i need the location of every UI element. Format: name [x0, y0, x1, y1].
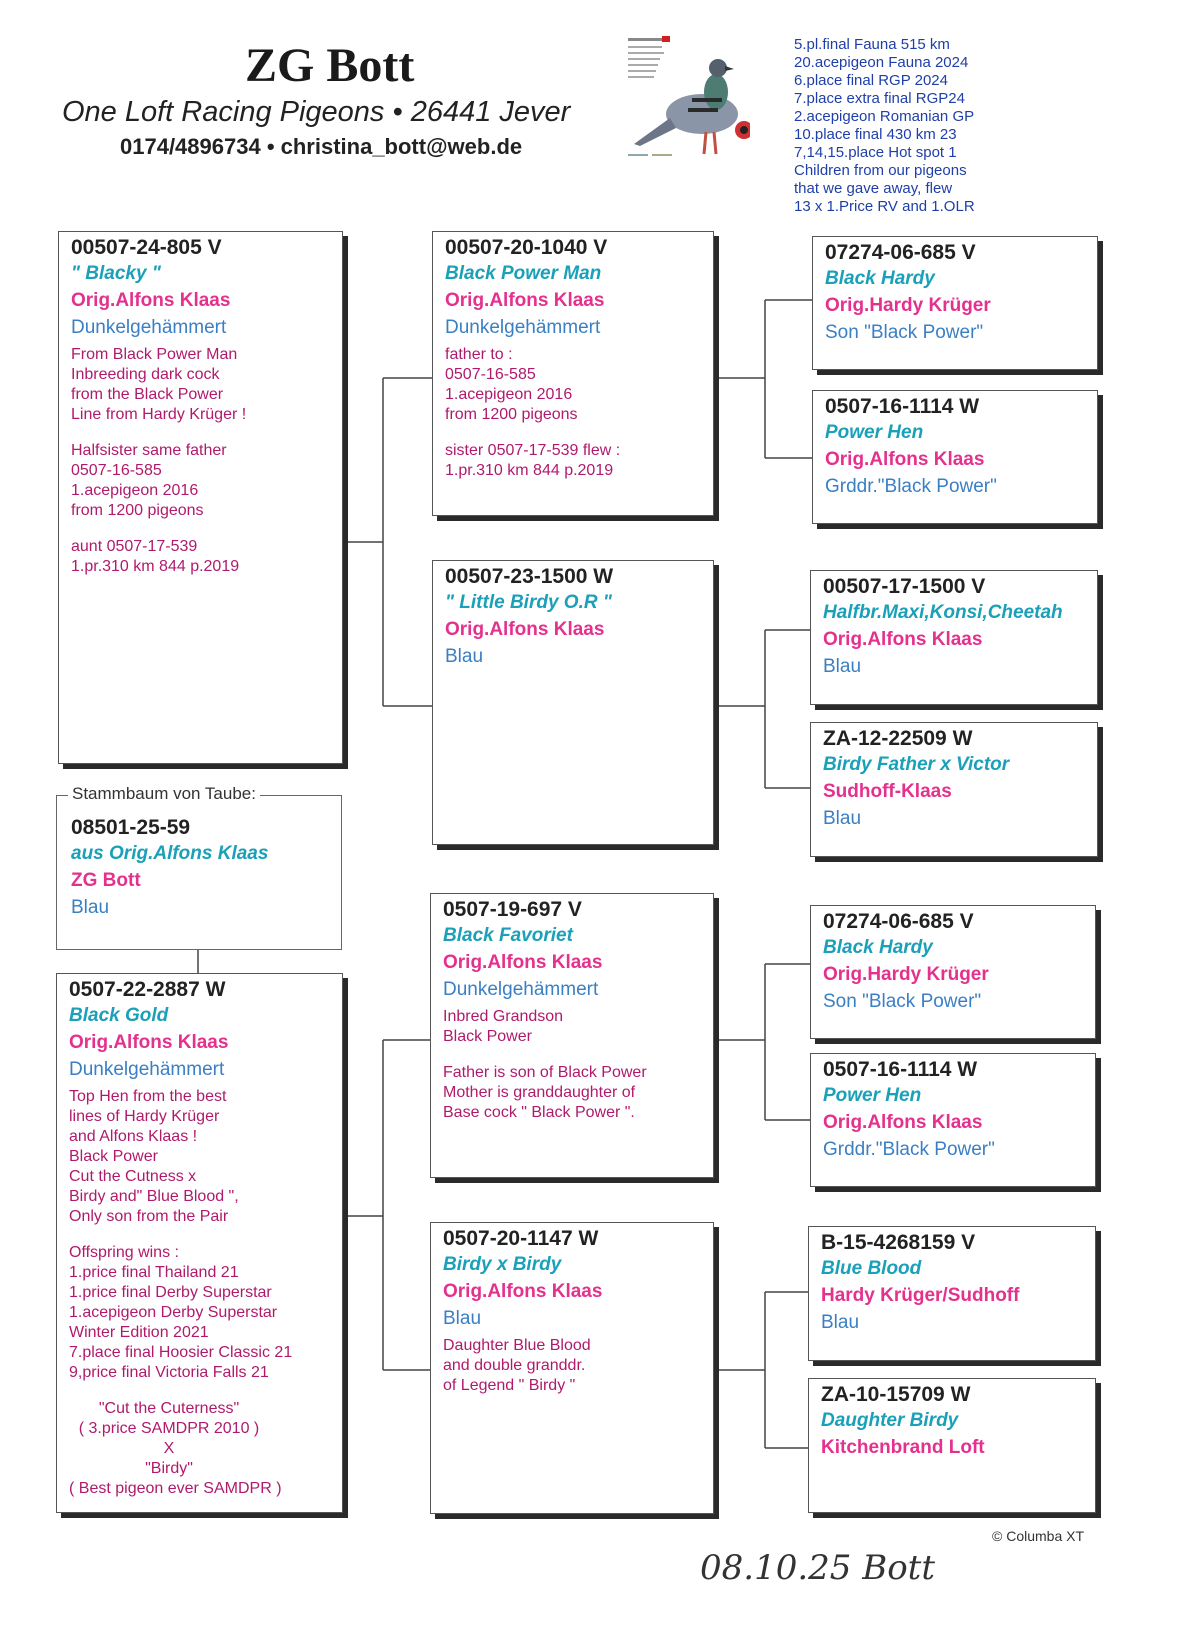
- pigeon-name: Black Hardy: [825, 268, 935, 289]
- colour: Blau: [71, 897, 110, 918]
- breeder: Orig.Alfons Klaas: [823, 1112, 983, 1133]
- pigeon-name: Birdy Father x Victor: [823, 754, 1010, 775]
- ring-number: ZA-12-22509 W: [823, 727, 973, 750]
- notes: Father is son of Black Power Mother is granddaughter of Base cock " Black Power ".: [443, 1064, 647, 1121]
- great-grandparent-card-mfm: [810, 1053, 1096, 1187]
- win-item: that we gave away, flew: [794, 180, 953, 197]
- colour: Son "Black Power": [823, 991, 982, 1012]
- notes: Halfsister same father 0507-16-585 1.acepigeon 2016 from 1200 pigeons: [71, 442, 227, 519]
- ring-number: 07274-06-685 V: [825, 241, 976, 264]
- wins-list: [794, 36, 975, 216]
- breeder: Orig.Alfons Klaas: [71, 290, 231, 311]
- colour: Blau: [823, 808, 862, 829]
- notes: father to : 0507-16-585 1.acepigeon 2016 from 1200 pigeons: [445, 346, 578, 423]
- colour: Grddr."Black Power": [825, 476, 997, 497]
- great-grandparent-card-fmf: [810, 570, 1098, 705]
- pigeon-name: " Blacky ": [71, 263, 161, 284]
- ring-number: B-15-4268159 V: [821, 1231, 976, 1254]
- notes: Top Hen from the best lines of Hardy Krüger and Alfons Klaas ! Black Power Cut the Cutness x Birdy and" Blue Blood ", Only son from the Pair: [69, 1088, 239, 1225]
- great-grandparent-card-mmm: [808, 1378, 1096, 1513]
- pigeon-name: Black Gold: [69, 1005, 169, 1026]
- breeder: ZG Bott: [71, 870, 141, 891]
- mother-card: [56, 973, 343, 1513]
- ring-number: 0507-22-2887 W: [69, 978, 226, 1001]
- ring-number: 00507-17-1500 V: [823, 575, 986, 598]
- page-subtitle: One Loft Racing Pigeons • 26441 Jever: [62, 96, 571, 128]
- win-item: Children from our pigeons: [794, 162, 967, 179]
- breeder: Orig.Alfons Klaas: [825, 449, 985, 470]
- pigeon-name: Black Power Man: [445, 263, 602, 284]
- pigeon-name: Black Hardy: [823, 937, 933, 958]
- pigeon-name: aus Orig.Alfons Klaas: [71, 843, 269, 864]
- colour: Dunkelgehämmert: [443, 979, 599, 1000]
- notes: From Black Power Man Inbreeding dark cock from the Black Power Line from Hardy Krüger !: [71, 346, 247, 423]
- pigeon-name: Blue Blood: [821, 1258, 922, 1279]
- page-title: ZG Bott: [245, 39, 415, 92]
- colour: Blau: [821, 1312, 860, 1333]
- main-pigeon-box: [56, 795, 342, 950]
- colour: Son "Black Power": [825, 322, 984, 343]
- notes: Offspring wins : 1.price final Thailand 21 1.price final Derby Superstar 1.acepigeon Derby Superstar Winter Edition 2021 7.place final Hoosier Classic 21 9,price final Victoria Falls 21: [69, 1244, 293, 1381]
- contact-line: 0174/4896734 • christina_bott@web.de: [120, 134, 523, 159]
- notes: Inbred Grandson Black Power: [443, 1008, 564, 1045]
- colour: Dunkelgehämmert: [445, 317, 601, 338]
- great-grandparent-card-mff: [810, 905, 1096, 1039]
- father-card: [58, 231, 343, 764]
- pigeon-photo-icon: [620, 34, 750, 164]
- handwritten-signature: 08.10.25 Bott: [700, 1548, 935, 1588]
- great-grandparent-card-fff: [812, 236, 1098, 370]
- ring-number: 0507-19-697 V: [443, 898, 582, 921]
- colour: Grddr."Black Power": [823, 1139, 995, 1160]
- colour: Dunkelgehämmert: [71, 317, 227, 338]
- breeder: Sudhoff-Klaas: [823, 781, 952, 802]
- notes: aunt 0507-17-539 1.pr.310 km 844 p.2019: [71, 538, 240, 575]
- breeder: Orig.Hardy Krüger: [823, 964, 989, 985]
- ring-number: 0507-16-1114 W: [825, 395, 980, 418]
- pigeon-name: Halfbr.Maxi,Konsi,Cheetah: [823, 602, 1063, 623]
- grandparent-card-mf: [430, 893, 714, 1178]
- great-grandparent-card-ffm: [812, 390, 1098, 524]
- great-grandparent-card-fmm: [810, 722, 1098, 857]
- breeder: Orig.Alfons Klaas: [445, 619, 605, 640]
- ring-number: 00507-24-805 V: [71, 236, 222, 259]
- pedigree-label: Stammbaum von Taube:: [68, 784, 260, 804]
- ring-number: 00507-23-1500 W: [445, 565, 614, 588]
- copyright: © Columba XT: [992, 1528, 1085, 1544]
- grandparent-card-ff: [432, 231, 714, 516]
- pigeon-name: Daughter Birdy: [821, 1410, 959, 1431]
- notes: "Cut the Cuterness" ( 3.price SAMDPR 2010 ) X "Birdy" ( Best pigeon ever SAMDPR ): [69, 1400, 282, 1497]
- great-grandparent-card-mmf: [808, 1226, 1096, 1361]
- grandparent-card-fm: [432, 560, 714, 845]
- pigeon-name: " Little Birdy O.R ": [445, 592, 612, 613]
- ring-number: 07274-06-685 V: [823, 910, 974, 933]
- breeder: Orig.Alfons Klaas: [823, 629, 983, 650]
- pigeon-name: Black Favoriet: [443, 925, 573, 946]
- ring-number: 0507-20-1147 W: [443, 1227, 599, 1250]
- win-item: 10.place final 430 km 23: [794, 126, 957, 143]
- breeder: Orig.Alfons Klaas: [445, 290, 605, 311]
- win-item: 2.acepigeon Romanian GP: [794, 108, 975, 125]
- pigeon-name: Power Hen: [823, 1085, 922, 1106]
- pigeon-name: Birdy x Birdy: [443, 1254, 562, 1275]
- win-item: 13 x 1.Price RV and 1.OLR: [794, 198, 975, 215]
- breeder: Orig.Alfons Klaas: [443, 1281, 603, 1302]
- breeder: Orig.Alfons Klaas: [443, 952, 603, 973]
- ring-number: 00507-20-1040 V: [445, 236, 608, 259]
- win-item: 7.place extra final RGP24: [794, 90, 965, 107]
- win-item: 5.pl.final Fauna 515 km: [794, 36, 950, 53]
- colour: Blau: [823, 656, 862, 677]
- notes: Daughter Blue Blood and double granddr. of Legend " Birdy ": [443, 1337, 591, 1394]
- notes: sister 0507-17-539 flew : 1.pr.310 km 844 p.2019: [445, 442, 621, 479]
- breeder: Orig.Hardy Krüger: [825, 295, 991, 316]
- grandparent-card-mm: [430, 1222, 714, 1514]
- colour: Dunkelgehämmert: [69, 1059, 225, 1080]
- win-item: 6.place final RGP 2024: [794, 72, 948, 89]
- breeder: Kitchenbrand Loft: [821, 1437, 985, 1458]
- colour: Blau: [445, 646, 484, 667]
- breeder: Hardy Krüger/Sudhoff: [821, 1285, 1020, 1306]
- ring-number: 0507-16-1114 W: [823, 1058, 978, 1081]
- ring-number: ZA-10-15709 W: [821, 1383, 971, 1406]
- pigeon-name: Power Hen: [825, 422, 924, 443]
- breeder: Orig.Alfons Klaas: [69, 1032, 229, 1053]
- win-item: 20.acepigeon Fauna 2024: [794, 54, 969, 71]
- colour: Blau: [443, 1308, 482, 1329]
- ring-number: 08501-25-59: [71, 816, 191, 839]
- win-item: 7,14,15.place Hot spot 1: [794, 144, 957, 161]
